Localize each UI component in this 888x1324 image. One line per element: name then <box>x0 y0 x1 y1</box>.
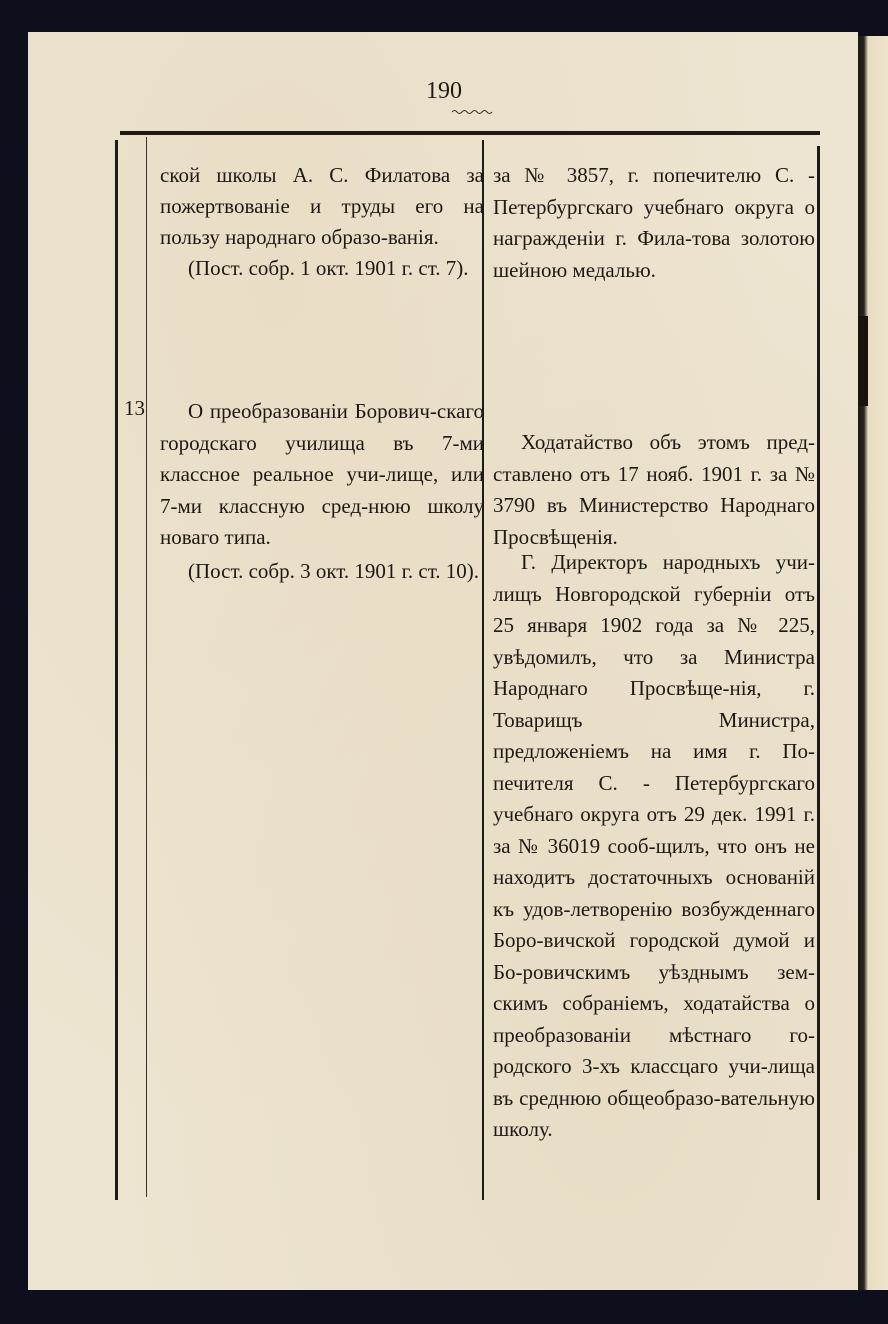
entry-13-left-cell <box>160 396 484 587</box>
entry-prev-reference: (Пост. собр. 1 окт. 1901 г. ст. 7). <box>188 256 469 280</box>
column-divider <box>482 140 484 1200</box>
entry-prev-left-cell <box>160 160 484 284</box>
entry-13-response-text: Г. Директоръ народныхъ учи-лищъ Новгородской губерніи отъ 25 января 1902 года за № 225, увѣдомилъ, что за Министра Народнаго Просвѣще-нія, г. Товарищъ Министра, предложеніемъ на имя г. По-печителя С. - Петербургскаго учебнаго округа отъ 29 дек. 1991 г. за № 36019 сооб-щилъ, что онъ не находитъ достаточныхъ основаній къ удов-летворенію возбужденнаго Боро-вичской городской думой и Бо-ровичскимъ уѣзднымъ зем-скимъ собраніемъ, ходатайства о преобразованіи мѣстнаго го-родского 3-хъ классцаго учи-лища въ среднюю общеобразо-вательную школу. <box>493 550 815 1141</box>
entry-13-description: О преобразованіи Борович-скаго городскаго училища въ 7-ми классное реальное учи-лище, или 7-ми классную сред-нюю школу новаго типа. <box>160 399 484 549</box>
binding-shadow <box>858 316 868 406</box>
table-top-rule <box>120 131 820 135</box>
table-left-border <box>115 140 118 1200</box>
page-number-ornament <box>452 109 494 115</box>
entry-13-outcome-1 <box>493 427 815 553</box>
entry-13-petition-text: Ходатайство объ этомъ пред-ставлено отъ 17 нояб. 1901 г. за № 3790 въ Министерство Народнаго Просвѣщенія. <box>493 430 815 549</box>
entry-number: 13 <box>124 396 145 420</box>
page-number: 190 <box>426 78 462 104</box>
entry-prev-description: ской школы А. С. Филатова за пожертвованіе и труды его на пользу народнаго образо-ванія. <box>160 163 484 249</box>
entry-prev-right-cell <box>493 160 815 286</box>
next-page-edge <box>858 36 888 1290</box>
number-column-divider <box>146 137 147 1197</box>
entry-prev-outcome: за № 3857, г. попечителю С. - Петербургскаго учебнаго округа о награжденіи г. Фила-това золотою шейною медалью. <box>493 163 815 282</box>
entry-13-outcome-2 <box>493 547 815 1146</box>
entry-13-reference: (Пост. собр. 3 окт. 1901 г. ст. 10). <box>188 558 480 583</box>
table-right-border <box>817 146 820 1200</box>
